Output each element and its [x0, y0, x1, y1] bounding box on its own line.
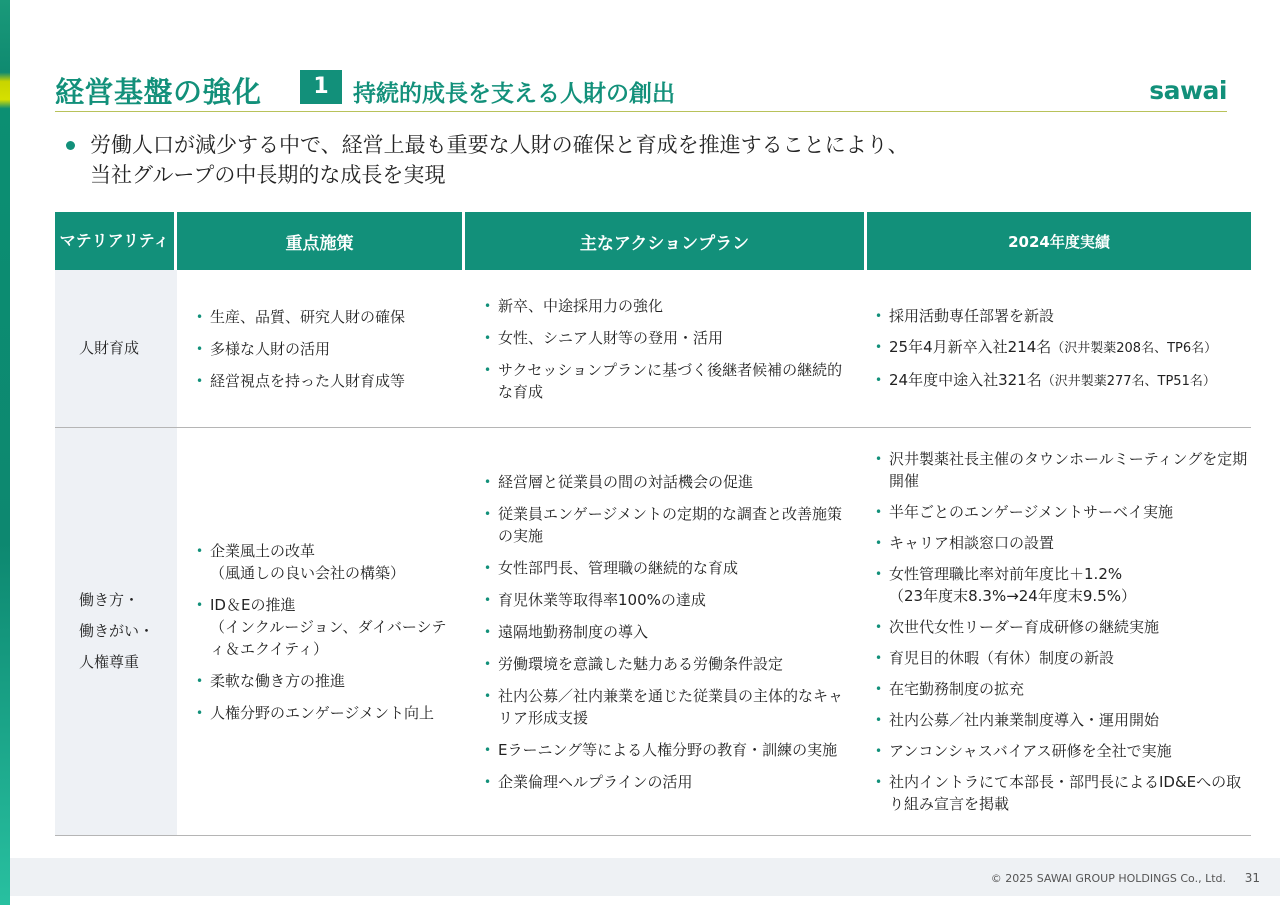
left-accent-stripe — [0, 0, 10, 905]
list-item: • サクセッションプランに基づく後継者候補の継続的な育成 — [465, 359, 867, 403]
list-item: • 沢井製薬社長主催のタウンホールミーティングを定期開催 — [867, 448, 1251, 492]
measure-subtext: （インクルージョン、ダイバーシティ＆エクイティ） — [210, 617, 447, 658]
page-subtitle: 持続的成長を支える人財の創出 — [353, 81, 675, 107]
measure-subtext: （風通しの良い会社の構築） — [210, 563, 406, 582]
sawai-logo: sawai — [1149, 76, 1227, 105]
lead-line-2: 当社グループの中長期的な成長を実現 — [90, 163, 446, 187]
list-item: • Eラーニング等による人権分野の教育・訓練の実施 — [465, 739, 867, 761]
list-item — [177, 670, 465, 692]
measure-text: • ID＆Eの推進 — [210, 595, 296, 614]
list-item: • 社内公募／社内兼業制度導入・運用開始 — [867, 709, 1251, 731]
list-item: • 経営層と従業員の間の対話機会の促進 — [465, 471, 867, 493]
list-item: • 企業倫理ヘルプラインの活用 — [465, 771, 867, 793]
list-item — [867, 305, 1251, 327]
header-action-plans: 主なアクションプラン — [465, 212, 867, 270]
list-item: • 次世代女性リーダー育成研修の継続実施 — [867, 616, 1251, 638]
list-item: • 労働環境を意識した魅力ある労働条件設定 — [465, 653, 867, 675]
page-title: 経営基盤の強化 — [55, 75, 262, 109]
list-item — [177, 702, 465, 724]
list-item: • 在宅勤務制度の拡充 — [867, 678, 1251, 700]
list-item: • 育児休業等取得率100%の達成 — [465, 589, 867, 611]
header-results-2024: 2024年度実績 — [867, 212, 1251, 270]
bullet-icon — [66, 141, 75, 150]
results-cell — [867, 270, 1251, 428]
list-item: • 経営視点を持った人財育成等 — [177, 370, 465, 392]
measures-cell — [177, 428, 465, 836]
list-item: • 育児目的休暇（有休）制度の新設 — [867, 647, 1251, 669]
header-key-measures: 重点施策 — [177, 212, 465, 270]
list-item: • アンコンシャスバイアス研修を全社で実施 — [867, 740, 1251, 762]
results-cell — [867, 428, 1251, 836]
list-item: • 従業員エンゲージメントの定期的な調査と改善施策の実施 — [465, 503, 867, 547]
measures-cell — [177, 270, 465, 428]
section-number-badge: 1 — [300, 70, 342, 104]
list-item: • キャリア相談窓口の設置 — [867, 532, 1251, 554]
table-row — [55, 270, 1251, 428]
lead-line-1: 労働人口が減少する中で、経営上最も重要な人財の確保と育成を推進することにより、 — [90, 133, 909, 157]
category-cell: 人財育成 — [55, 270, 177, 428]
list-item: • 多様な人財の活用 — [177, 338, 465, 360]
category-line: 人権尊重 — [79, 653, 140, 671]
header-materiality: マテリアリティ — [55, 212, 177, 270]
list-item — [867, 369, 1251, 393]
list-item: • 新卒、中途採用力の強化 — [465, 295, 867, 317]
list-item: • 遠隔地勤務制度の導入 — [465, 621, 867, 643]
copyright-text: © 2025 SAWAI GROUP HOLDINGS Co., Ltd. — [990, 872, 1226, 885]
title-bar — [55, 66, 1227, 112]
category-line: 働きがい・ — [79, 622, 155, 640]
list-item: • 半年ごとのエンゲージメントサーベイ実施 — [867, 501, 1251, 523]
lead-statement — [90, 130, 1090, 190]
list-item: • 社内イントラにて本部長・部門長によるID&Eへの取り組み宣言を掲載 — [867, 771, 1251, 815]
measure-text: • 企業風土の改革 — [210, 541, 316, 560]
list-item — [867, 336, 1251, 360]
measure-text: • 柔軟な働き方の推進 — [210, 671, 346, 690]
result-text: • 女性管理職比率対前年度比＋1.2% — [889, 565, 1123, 583]
actions-cell — [465, 270, 867, 428]
category-line: 働き方・ — [79, 591, 140, 609]
materiality-table — [55, 212, 1251, 836]
list-item: • 生産、品質、研究人財の確保 — [177, 306, 465, 328]
result-subtext: （23年度末8.3%→24年度末9.5%） — [889, 587, 1136, 605]
table-row — [55, 428, 1251, 836]
result-text: 25年4月新卒入社214名 — [889, 337, 1052, 356]
actions-cell — [465, 428, 867, 836]
footer-bar — [10, 858, 1280, 896]
category-cell — [55, 428, 177, 836]
result-note: （沢井製薬277名、TP51名） — [1041, 373, 1216, 389]
result-note: （沢井製薬208名、TP6名） — [1051, 340, 1218, 356]
page-number: 31 — [1244, 871, 1260, 885]
list-item: • 女性部門長、管理職の継続的な育成 — [465, 557, 867, 579]
result-text: 採用活動専任部署を新設 — [889, 306, 1055, 325]
list-item: • 女性、シニア人財等の登用・活用 — [465, 327, 867, 349]
list-item: • 社内公募／社内兼業を通じた従業員の主体的なキャリア形成支援 — [465, 685, 867, 729]
result-text: 24年度中途入社321名 — [889, 370, 1042, 389]
list-item — [867, 563, 1251, 607]
list-item — [177, 594, 465, 660]
measure-text: • 人権分野のエンゲージメント向上 — [210, 703, 434, 722]
list-item — [177, 540, 465, 584]
